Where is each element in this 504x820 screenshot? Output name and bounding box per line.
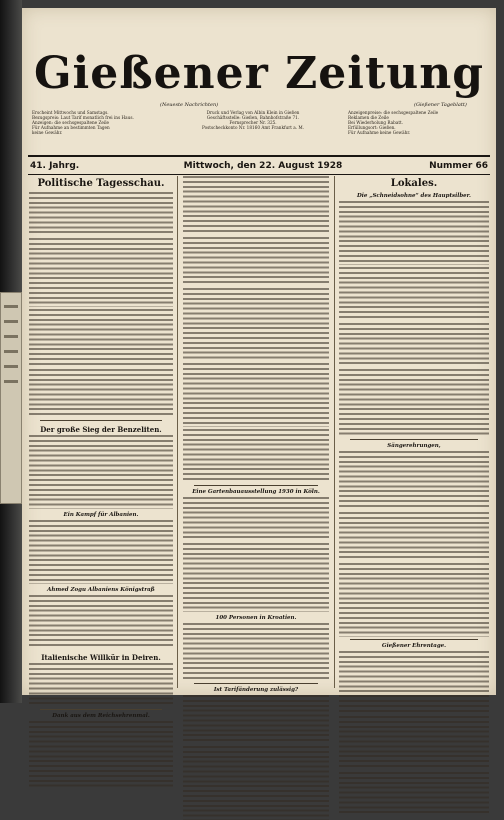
article-heading: Gießener Ehrentage. — [381, 642, 447, 649]
column-local — [338, 176, 490, 688]
article-text — [29, 595, 173, 649]
advertising-info: Anzeigenpreise: die sechsgespaltene Zeile Reklamen die Zeile Bei Wiederholung Rabatt. Erfüllungsort: Gießen. Für Aufnahme keine Gewähr. — [348, 110, 439, 135]
section-rule — [194, 485, 318, 486]
article-heading: Die „Schneidsohne“ des Hauptsilber. — [357, 193, 471, 199]
column-rule — [177, 176, 178, 688]
article-heading: Eine Gartenbauausstellung 1930 in Köln. — [192, 488, 320, 495]
article-heading: Ist Tarifänderung zulässig? — [213, 687, 299, 694]
article-text — [339, 201, 489, 265]
masthead-title: Gießener Zeitung — [33, 48, 485, 99]
issue-date: Mittwoch, den 22. August 1928 — [183, 161, 343, 171]
article-text — [29, 192, 173, 236]
masthead-subtitle-right: (Gießener Tageblatt) — [414, 102, 467, 108]
section-heading-politics: Politische Tagesschau. — [37, 178, 165, 189]
masthead-subtitle-left: (Neueste Nachrichten) — [160, 102, 219, 108]
article-text — [29, 309, 173, 368]
article-text — [29, 721, 173, 790]
column-politics — [28, 176, 174, 719]
article-text — [29, 435, 173, 509]
section-rule — [350, 439, 478, 440]
article-heading: Sängerehrungen, — [387, 443, 441, 450]
article-text — [183, 176, 329, 235]
article-heading: Der große Sieg der Benzeliten. — [40, 425, 162, 435]
section-rule — [350, 639, 478, 640]
article-text — [339, 267, 489, 321]
section-rule — [194, 683, 318, 684]
article-text — [339, 651, 489, 715]
article-text — [339, 716, 489, 770]
article-text — [339, 563, 489, 637]
section-heading-local: Lokales. — [390, 178, 438, 189]
article-text — [183, 429, 329, 483]
article-text — [183, 288, 329, 362]
article-text — [339, 772, 489, 816]
volume-year: 41. Jahrg. — [30, 161, 80, 171]
article-text — [339, 323, 489, 367]
article-text — [183, 237, 329, 286]
column-rule — [334, 176, 335, 688]
publisher-info: Druck und Verlag von Albin Klein in Gießen Geschäftsstelle: Gießen, Bahnhofstraße 71. Fernsprecher Nr. 325. Postscheckkonto Nr. 18160 Amt Frankfurt a. M. — [201, 110, 305, 130]
section-rule — [40, 709, 162, 710]
newspaper-page — [22, 8, 496, 719]
binder-tab — [0, 292, 22, 504]
article-text — [29, 238, 173, 307]
article-heading: Ahmed Zogu Albaniens Königstraß — [47, 586, 155, 593]
article-heading: Dank aus dem Reichsehrenmal. — [52, 712, 150, 719]
dateline-rule-top — [28, 155, 490, 157]
section-rule — [40, 420, 162, 421]
article-text — [183, 363, 329, 427]
article-heading: Italienische Willkür in Deiren. — [41, 652, 161, 662]
article-text — [339, 451, 489, 510]
article-text — [183, 497, 329, 541]
article-text — [339, 369, 489, 438]
article-text — [29, 520, 173, 584]
article-text — [183, 543, 329, 612]
article-heading: 100 Personen in Kroatien. — [215, 614, 297, 621]
subscription-info: Erscheint Mittwochs und Samstags. Bezugspreis: Laut Tarif monatlich frei ins Haus. Anzeigen: die sechsgespaltene Zeile Für Aufnahme an bestimmten Tagen keine Gewähr. — [32, 110, 134, 135]
article-text — [183, 623, 329, 682]
article-text — [29, 369, 173, 418]
article-text — [183, 695, 329, 744]
article-text — [339, 512, 489, 561]
dateline — [28, 158, 490, 174]
article-heading: Ein Kampf für Albanien. — [63, 511, 139, 518]
article-text — [29, 663, 173, 707]
column-articles — [182, 176, 330, 694]
article-text — [183, 746, 329, 820]
issue-number: Nummer 66 — [429, 161, 488, 171]
dateline-rule-bottom — [28, 174, 490, 175]
